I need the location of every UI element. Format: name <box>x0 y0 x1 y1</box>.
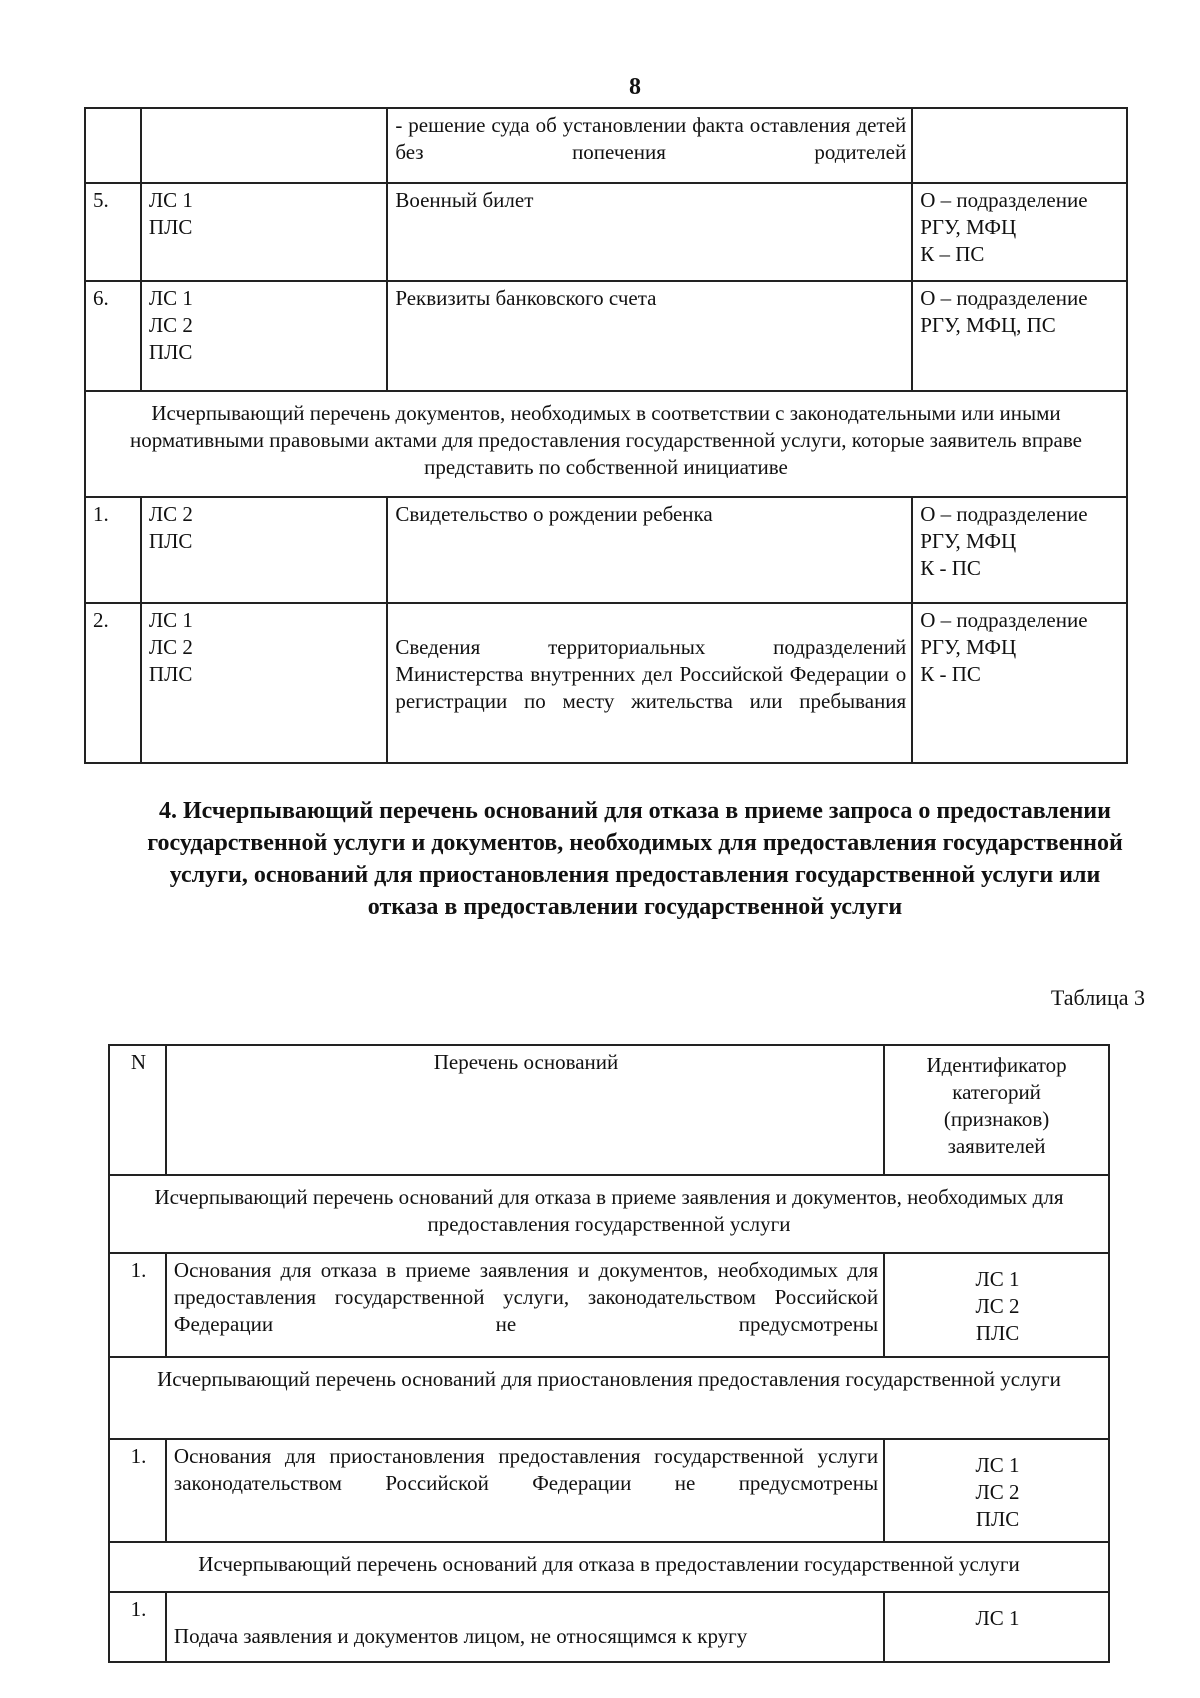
reasons-table <box>108 1044 1110 1663</box>
document-name: Реквизиты банковского счета <box>387 281 912 391</box>
document-name: Свидетельство о рождении ребенка <box>387 497 912 603</box>
table-row <box>85 603 1127 763</box>
group-header-row <box>109 1542 1109 1592</box>
applicant-ids: ЛС 1 <box>884 1592 1109 1662</box>
group-header-row <box>85 391 1127 497</box>
submission-place: О – подразделение РГУ, МФЦ К - ПС <box>912 497 1127 603</box>
submission-place: О – подразделение РГУ, МФЦ К - ПС <box>912 603 1127 763</box>
applicant-ids: ЛС 2 ПЛС <box>141 497 387 603</box>
document-name: Военный билет <box>387 183 912 281</box>
table-row <box>85 281 1127 391</box>
table-caption: Таблица 3 <box>1050 985 1145 1010</box>
submission-place: О – подразделение РГУ, МФЦ К – ПС <box>912 183 1127 281</box>
reason-text: Основания для приостановления предоставления государственной услуги законодательством Российской Федерации не предусмотрены <box>166 1439 884 1542</box>
reason-text: Основания для отказа в приеме заявления и документов, необходимых для предоставления государственной услуги, законодательством Российской Федерации не предусмотрены <box>166 1253 884 1357</box>
applicant-ids <box>141 108 387 183</box>
document-name: Сведения территориальных подразделений Министерства внутренних дел Российской Федерации о регистрации по месту жительства или пребывания <box>387 603 912 763</box>
section-title: 4. Исчерпывающий перечень оснований для отказа в приеме запроса о предоставлении государственной услуги и документов, необходимых для предоставления государственной услуги, оснований для приостановления предоставления государственной услуги или отказа в предоставлении государственной услуги <box>147 798 1123 920</box>
table-row <box>85 497 1127 603</box>
group-header-row <box>109 1357 1109 1439</box>
group-header: Исчерпывающий перечень оснований для отказа в приеме заявления и документов, необходимых для предоставления государственной услуги <box>109 1175 1109 1253</box>
header-applicant-ids: Идентификатор категорий (признаков) заявителей <box>884 1045 1109 1175</box>
header-reasons: Перечень оснований <box>166 1045 884 1175</box>
row-number: 5. <box>85 183 141 281</box>
group-header-row <box>109 1175 1109 1253</box>
group-header: Исчерпывающий перечень оснований для приостановления предоставления государственной услуги <box>109 1357 1109 1439</box>
applicant-ids: ЛС 1 ПЛС <box>141 183 387 281</box>
row-number: 6. <box>85 281 141 391</box>
reason-text: Подача заявления и документов лицом, не относящимся к кругу <box>166 1592 884 1662</box>
applicant-ids: ЛС 1 ЛС 2 ПЛС <box>141 281 387 391</box>
table-row <box>85 108 1127 183</box>
applicant-ids: ЛС 1 ЛС 2 ПЛС <box>884 1439 1109 1542</box>
applicant-ids: ЛС 1 ЛС 2 ПЛС <box>141 603 387 763</box>
row-number: 1. <box>85 497 141 603</box>
page-number: 8 <box>629 74 641 100</box>
header-number: N <box>109 1045 166 1175</box>
group-header: Исчерпывающий перечень документов, необходимых в соответствии с законодательными или иными нормативными правовыми актами для предоставления государственной услуги, которые заявитель вправе представить по собственной инициативе <box>85 391 1127 497</box>
table-row <box>85 183 1127 281</box>
row-number <box>85 108 141 183</box>
row-number: 1. <box>109 1253 166 1357</box>
document-name: - решение суда об установлении факта оставления детей без попечения родителей <box>387 108 912 183</box>
row-number: 1. <box>109 1439 166 1542</box>
row-number: 2. <box>85 603 141 763</box>
row-number: 1. <box>109 1592 166 1662</box>
table-row <box>109 1592 1109 1662</box>
table-row <box>109 1253 1109 1357</box>
submission-place: О – подразделение РГУ, МФЦ, ПС <box>912 281 1127 391</box>
submission-place <box>912 108 1127 183</box>
applicant-ids: ЛС 1 ЛС 2 ПЛС <box>884 1253 1109 1357</box>
documents-table <box>84 107 1128 764</box>
table-header-row <box>109 1045 1109 1175</box>
table-row <box>109 1439 1109 1542</box>
group-header: Исчерпывающий перечень оснований для отказа в предоставлении государственной услуги <box>109 1542 1109 1592</box>
